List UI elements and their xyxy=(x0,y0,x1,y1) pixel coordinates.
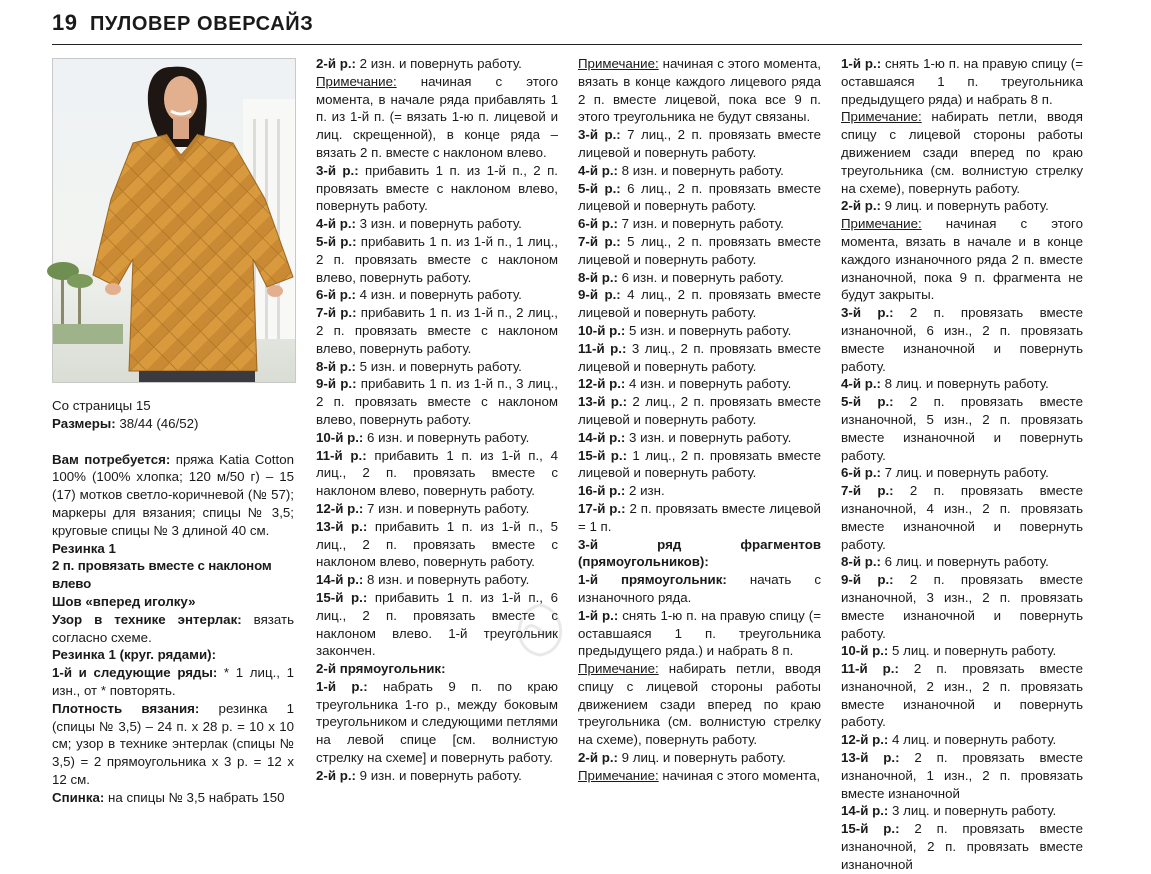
row-label: 3-й р.: xyxy=(841,305,894,321)
row-label: 11-й р.: xyxy=(316,447,367,463)
row-text: 6 изн. и повернуть работу. xyxy=(617,269,784,285)
row-label: 12-й р.: xyxy=(578,376,626,392)
row-label: 1-й р.: xyxy=(578,607,619,623)
row-label: 9-й р.: xyxy=(578,287,621,303)
row-text: 2 п. провязать вместе изнаночной, 6 изн., 2 п. провязать вместе изнаночной и повернуть работу. xyxy=(841,305,1084,374)
instruction-paragraph xyxy=(316,73,558,162)
instruction-paragraph xyxy=(578,536,821,572)
row-label: 14-й р.: xyxy=(841,803,889,819)
row-text: 8 изн. и повернуть работу. xyxy=(617,162,784,178)
instruction-paragraph xyxy=(841,375,1083,393)
row-label: 12-й р.: xyxy=(841,732,889,748)
instruction-paragraph xyxy=(578,571,821,607)
source-page-line: Со страницы 15 xyxy=(52,398,151,413)
row-text: 7 изн. и повернуть работу. xyxy=(617,216,784,232)
row-text: 3 изн. и повернуть работу. xyxy=(355,216,522,232)
note-label: Примечание: xyxy=(316,73,397,89)
instruction-paragraph xyxy=(841,197,1083,215)
instruction-paragraph xyxy=(316,447,558,500)
instruction-paragraph xyxy=(841,482,1083,553)
row-text: 2 п. провязать вместе изнаночной, 3 изн., 2 п. провязать вместе изнаночной и повернуть работу. xyxy=(841,572,1084,641)
instruction-paragraph xyxy=(316,767,558,785)
instruction-paragraph xyxy=(316,215,558,233)
instruction-paragraph xyxy=(578,767,821,785)
row-label: 2-й р.: xyxy=(316,56,356,71)
row-label: 1-й р.: xyxy=(316,678,368,694)
instruction-paragraph xyxy=(578,447,821,483)
instruction-paragraph xyxy=(578,660,821,749)
instruction-paragraph xyxy=(578,269,821,287)
row-text: начиная с этого момента, вязать в конце каждого лицевого ряда 2 п. вместе лицевой, пока все 9 п. этого треугольника не будут связаны. xyxy=(578,56,821,125)
row-text: начиная с этого момента, вязать в начале и в конце каждого изнаночного ряда 2 п. вместе изнаночной, пока 9 п. фрагмента не будут закрыты. xyxy=(841,216,1083,303)
instruction-paragraph xyxy=(841,802,1083,820)
row-text: прибавить 1 п. из 1-й п., 5 лиц., 2 п. провязать вместе с наклоном влево, повернуть работу. xyxy=(316,518,558,570)
row-text: прибавить 1 п. из 1-й п., 2 п. провязать вместе с наклоном влево, повернуть работу. xyxy=(316,162,558,214)
row-text: 2 п. провязать вместе изнаночной, 5 изн., 2 п. провязать вместе изнаночной и повернуть работу. xyxy=(841,394,1084,463)
pattern-title: ПУЛОВЕР ОВЕРСАЙЗ xyxy=(89,13,314,35)
row-text: снять 1-ю п. на правую спицу (= оставшаяся 1 п. треугольника предыдущего ряда) и набрать 8 п. xyxy=(841,56,1083,107)
instruction-paragraph xyxy=(316,678,558,767)
row-label: 1-й прямоугольник: xyxy=(578,572,727,588)
row-label: 11-й р.: xyxy=(841,661,899,677)
row-text: 8 лиц. и повернуть работу. xyxy=(880,376,1049,392)
instruction-paragraph xyxy=(316,162,558,215)
row-label: 4-й р.: xyxy=(316,216,356,232)
instruction-paragraph xyxy=(841,571,1083,642)
entrelac-pattern: Узор в технике энтерлак: вязать согласно схеме. xyxy=(52,611,294,645)
instruction-paragraph xyxy=(316,571,558,589)
row-label: 7-й р.: xyxy=(841,483,894,499)
instruction-paragraph xyxy=(578,180,821,216)
row-label: 8-й р.: xyxy=(578,269,618,285)
row-text: 9 лиц. и повернуть работу. xyxy=(880,198,1049,214)
row-text: 4 изн. и повернуть работу. xyxy=(625,376,792,392)
row-text: снять 1-ю п. на правую спицу (= оставшаяся 1 п. треугольника предыдущего ряда.) и набрать 8 п. xyxy=(578,607,821,659)
text-column-1 xyxy=(52,397,294,807)
instruction-paragraph xyxy=(841,393,1083,464)
instruction-paragraph xyxy=(578,162,821,180)
row-text: 8 изн. и повернуть работу. xyxy=(363,572,530,588)
row-text: 9 изн. и повернуть работу. xyxy=(355,767,522,783)
row-text: 1 лиц., 2 п. провязать вместе лицевой и повернуть работу. xyxy=(578,447,821,481)
legend-decrease: 2 п. провязать вместе с наклоном влево xyxy=(52,558,272,592)
row-label: 14-й р.: xyxy=(578,429,626,445)
row-label: 6-й р.: xyxy=(841,465,881,481)
row-label: 15-й р.: xyxy=(578,447,628,463)
instruction-paragraph xyxy=(841,731,1083,749)
row-label: 5-й р.: xyxy=(841,394,894,410)
row-label: 7-й р.: xyxy=(578,233,621,249)
header-rule xyxy=(52,44,1082,45)
instruction-paragraph xyxy=(316,500,558,518)
instruction-paragraph xyxy=(841,464,1083,482)
watermark-logo xyxy=(500,600,580,660)
row-text: 3 лиц., 2 п. провязать вместе лицевой и повернуть работу. xyxy=(578,340,821,374)
row-label: 9-й р.: xyxy=(316,376,357,392)
instruction-paragraph xyxy=(578,55,821,126)
row-text: набирать петли, вводя спицу с лицевой стороны работы движением сзади вперед по краю треугольника (см. волнистую стрелку на схеме), повернуть работу. xyxy=(841,109,1083,196)
instruction-paragraph xyxy=(316,55,558,73)
row-label: 10-й р.: xyxy=(316,429,364,445)
instruction-paragraph xyxy=(316,429,558,447)
row-label: 3-й р.: xyxy=(578,127,621,143)
row-label: 10-й р.: xyxy=(841,643,889,659)
row-text: 5 лиц., 2 п. провязать вместе лицевой и повернуть работу. xyxy=(578,233,821,267)
row-label: 7-й р.: xyxy=(316,305,357,321)
row-label: 6-й р.: xyxy=(578,216,618,232)
instruction-paragraph xyxy=(578,286,821,322)
text-column-2 xyxy=(316,55,558,785)
row-text: 6 изн. и повернуть работу. xyxy=(363,429,530,445)
row-text: 2 п. провязать вместе лицевой = 1 п. xyxy=(578,500,821,534)
note-label: Примечание: xyxy=(578,661,659,677)
row-text: 7 изн. и повернуть работу. xyxy=(363,500,530,516)
instruction-paragraph xyxy=(841,215,1083,304)
instruction-paragraph xyxy=(841,642,1083,660)
row-text: набирать петли, вводя спицу с лицевой стороны работы движением сзади вперед по краю треугольника (см. волнистую стрелку на схеме), повернуть работу. xyxy=(578,661,821,748)
instruction-paragraph xyxy=(578,375,821,393)
row-text: 7 лиц. и повернуть работу. xyxy=(880,465,1049,481)
row-label: 3-й р.: xyxy=(316,162,359,178)
row-text: 9 лиц. и повернуть работу. xyxy=(617,750,786,766)
row-label: 4-й р.: xyxy=(578,162,618,178)
rib-rows: 1-й и следующие ряды: * 1 лиц., 1 изн., от * повторять. xyxy=(52,665,294,698)
instruction-paragraph xyxy=(841,749,1083,802)
rib-round-heading: Резинка 1 (круг. рядами): xyxy=(52,647,217,663)
back-paragraph: Спинка: на спицы № 3,5 набрать 150 xyxy=(52,789,285,805)
row-text: прибавить 1 п. из 1-й п., 4 лиц., 2 п. провязать вместе с наклоном влево, повернуть работу. xyxy=(316,447,558,499)
row-text: прибавить 1 п. из 1-й п., 1 лиц., 2 п. провязать вместе с наклоном влево, повернуть работу. xyxy=(316,233,558,285)
row-text: 4 изн. и повернуть работу. xyxy=(355,287,522,303)
row-text: 4 лиц. и повернуть работу. xyxy=(888,732,1057,748)
instruction-paragraph xyxy=(578,607,821,660)
row-label: 14-й р.: xyxy=(316,572,364,588)
instruction-paragraph xyxy=(316,233,558,286)
row-label: 8-й р.: xyxy=(841,554,881,570)
text-column-4 xyxy=(841,55,1083,874)
row-text: 3 лиц. и повернуть работу. xyxy=(888,803,1057,819)
row-label: 8-й р.: xyxy=(316,358,356,374)
instruction-paragraph xyxy=(316,518,558,571)
row-text: 2 п. провязать вместе изнаночной, 2 п. провязать вместе изнаночной xyxy=(841,821,1083,872)
row-text: 2 изн. xyxy=(625,483,665,499)
row-text: начать с изнаночного ряда. xyxy=(578,572,822,605)
row-label: 11-й р.: xyxy=(578,340,627,356)
row-text: 5 изн. и повернуть работу. xyxy=(355,358,522,374)
row-label: 3-й ряд фрагментов (прямоугольников): xyxy=(578,536,821,570)
instruction-paragraph xyxy=(841,108,1083,197)
row-label: 15-й р.: xyxy=(841,821,900,837)
row-text: 2 п. провязать вместе изнаночной, 2 изн., 2 п. провязать вместе изнаночной и повернуть работу. xyxy=(841,661,1083,730)
row-text: прибавить 1 п. из 1-й п., 2 лиц., 2 п. провязать вместе с наклоном влево, повернуть работу. xyxy=(316,305,558,356)
note-label: Примечание: xyxy=(841,109,922,125)
instruction-paragraph xyxy=(316,660,558,678)
instruction-paragraph xyxy=(316,375,558,428)
instruction-paragraph xyxy=(316,304,558,357)
row-label: 5-й р.: xyxy=(316,233,357,249)
row-text: начиная с этого момента, xyxy=(658,767,821,783)
row-text: 2 изн. и повернуть работу. xyxy=(355,56,522,71)
row-label: 12-й р.: xyxy=(316,500,364,516)
legend-rib: Резинка 1 xyxy=(52,540,116,556)
instruction-paragraph xyxy=(841,304,1083,375)
instruction-paragraph xyxy=(578,322,821,340)
row-label: 10-й р.: xyxy=(578,322,626,338)
instruction-paragraph xyxy=(578,393,821,429)
instruction-paragraph xyxy=(578,429,821,447)
row-label: 16-й р.: xyxy=(578,483,626,499)
row-label: 2-й р.: xyxy=(578,750,618,766)
row-label: 15-й р.: xyxy=(316,589,368,605)
legend-seam: Шов «вперед иголку» xyxy=(52,593,196,609)
row-text: 5 лиц. и повернуть работу. xyxy=(888,643,1057,659)
row-label: 5-й р.: xyxy=(578,180,621,196)
pattern-header xyxy=(52,10,1082,50)
row-label: 17-й р.: xyxy=(578,500,626,516)
row-text: прибавить 1 п. из 1-й п., 6 лиц., 2 п. провязать вместе с наклоном влево. 1-й треугольник закончен. xyxy=(316,589,558,659)
instruction-paragraph xyxy=(578,233,821,269)
instruction-paragraph xyxy=(841,55,1083,108)
row-label: 1-й р.: xyxy=(841,56,882,71)
gauge-paragraph: Плотность вязания: резинка 1 (спицы № 3,5) – 24 п. x 28 р. = 10 x 10 см; узор в технике энтерлак (спицы № 3,5) = 2 прямоугольника x 3 р. = 12 x 12 см. xyxy=(52,700,294,787)
row-label: 13-й р.: xyxy=(316,518,368,534)
row-text: 3 изн. и повернуть работу. xyxy=(625,429,792,445)
instruction-paragraph xyxy=(578,340,821,376)
instruction-paragraph xyxy=(578,500,821,536)
instruction-paragraph xyxy=(316,286,558,304)
note-label: Примечание: xyxy=(578,56,659,71)
row-text: 2 п. провязать вместе изнаночной, 1 изн., 2 п. провязать вместе изнаночной xyxy=(841,750,1083,801)
note-label: Примечание: xyxy=(578,767,659,783)
sweater-photo xyxy=(52,58,296,383)
pattern-number: 19 xyxy=(52,10,78,35)
note-label: Примечание: xyxy=(841,216,922,232)
instruction-paragraph xyxy=(578,482,821,500)
instruction-paragraph xyxy=(578,215,821,233)
row-text: 6 лиц. и повернуть работу. xyxy=(880,554,1049,570)
sizes-line: Размеры: 38/44 (46/52) xyxy=(52,415,199,431)
row-label: 13-й р.: xyxy=(578,394,628,410)
text-column-3 xyxy=(578,55,821,785)
row-text: 5 изн. и повернуть работу. xyxy=(625,322,792,338)
row-text: 2 п. провязать вместе изнаночной, 4 изн., 2 п. провязать вместе изнаночной и повернуть работу. xyxy=(841,483,1084,552)
row-text: 6 лиц., 2 п. провязать вместе лицевой и повернуть работу. xyxy=(578,180,821,214)
row-label: 4-й р.: xyxy=(841,376,881,392)
row-label: 9-й р.: xyxy=(841,572,894,588)
row-text: 2 лиц., 2 п. провязать вместе лицевой и повернуть работу. xyxy=(578,394,821,427)
row-label: 13-й р.: xyxy=(841,750,900,766)
instruction-paragraph xyxy=(841,660,1083,731)
row-text: прибавить 1 п. из 1-й п., 3 лиц., 2 п. провязать вместе с наклоном влево, повернуть работу. xyxy=(316,376,558,427)
instruction-paragraph xyxy=(578,126,821,162)
row-text: 4 лиц., 2 п. провязать вместе лицевой и повернуть работу. xyxy=(578,287,821,321)
row-text: начиная с этого момента, в начале ряда прибавлять 1 п. из 1-й п. (= вязать 1-ю п. лицевой и лиц. скрещенной), в конце ряда – вязать 2 п. вместе с наклоном влево. xyxy=(316,73,558,160)
row-label: 2-й р.: xyxy=(316,767,356,783)
row-label: 6-й р.: xyxy=(316,287,356,303)
materials-paragraph: Вам потребуется: пряжа Katia Cotton 100% (100% хлопка; 120 м/50 г) – 15 (17) мотков светло-коричневой (№ 57); маркеры для вязания; спицы № 3,5; круговые спицы № 3 длиной 40 см. xyxy=(52,451,294,538)
row-label: 2-й р.: xyxy=(841,198,881,214)
instruction-paragraph xyxy=(841,820,1083,873)
row-text: набрать 9 п. по краю треугольника 1-го р., между боковым треугольником и следующими петлями на левой спице [см. волнистую стрелку на схеме] и повернуть работу. xyxy=(316,678,559,766)
instruction-paragraph xyxy=(316,358,558,376)
instruction-paragraph xyxy=(841,553,1083,571)
row-label: 2-й прямоугольник: xyxy=(316,661,446,677)
row-text: 7 лиц., 2 п. провязать вместе лицевой и повернуть работу. xyxy=(578,127,821,160)
instruction-paragraph xyxy=(578,749,821,767)
